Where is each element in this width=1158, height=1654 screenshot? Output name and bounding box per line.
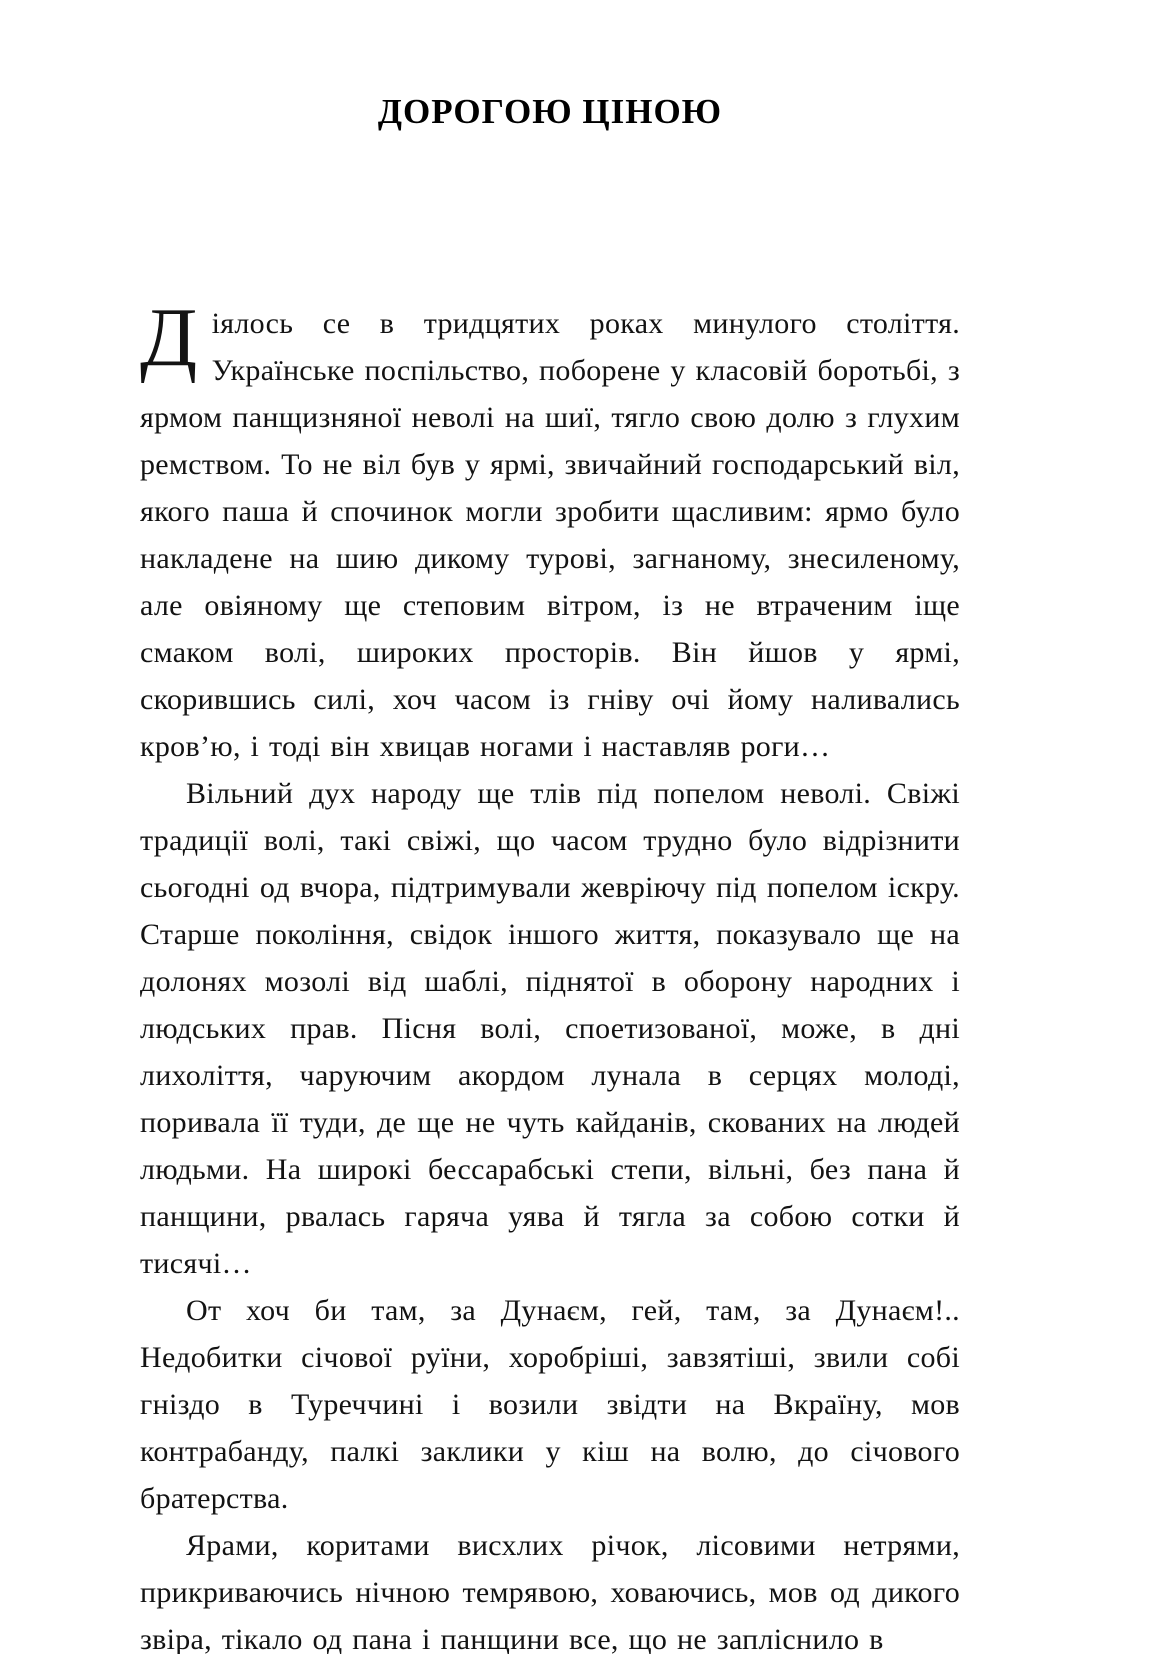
paragraph-1 bbox=[140, 291, 960, 770]
paragraph-4: Ярами, коритами висхлих річок, лісовими нетрями, прикриваючись нічною темрявою, ховаючись, мов од дикого звіра, тікало од пана і панщини все, що не запліснило в bbox=[140, 1529, 960, 1654]
page-body bbox=[140, 291, 960, 1654]
chapter-title: ДОРОГОЮ ЦІНОЮ bbox=[377, 92, 723, 131]
paragraph-1-text: іялось се в тридцятих роках минулого століття. Українське поспільство, поборене у класовій боротьбі, з ярмом панщизняної неволі на шиї, тягло свою долю з глухим ремством. То не віл був у ярмі, звичайний господарський віл, якого паша й спочинок могли зробити щасливим: ярмо було накладене на шию дикому турові, загнаному, знесиленому, але овіяному ще степовим вітром, із не втраченим іще смаком волі, широких просторів. Він йшов у ярмі, скорившись силі, хоч часом із гніву очі йому наливались кров’ю, і тоді він хвицав ногами і наставляв роги… bbox=[140, 307, 960, 763]
paragraph-2: Вільний дух народу ще тлів під попелом неволі. Свіжі традиції волі, такі свіжі, що часом трудно було відрізнити сьогодні од вчора, підтримували жевріючу під попелом іскру. Старше покоління, свідок іншого життя, показувало ще на долонях мозолі від шаблі, піднятої в оборону народних і людських прав. Пісня волі, споетизованої, може, в дні лихоліття, чаруючим акордом лунала в серцях молоді, поривала її туди, де ще не чуть кайданів, скованих на людей людьми. На широкі бессарабські степи, вільні, без пана й панщини, рвалась гаряча уява й тягла за собою сотки й тисячі… bbox=[140, 777, 960, 1280]
drop-cap: Д bbox=[140, 291, 198, 384]
paragraph-3: От хоч би там, за Дунаєм, гей, там, за Дунаєм!.. Недобитки січової руїни, хоробріші, завзятіші, звили собі гніздо в Туреччині і возили звідти на Вкраїну, мов контрабанду, палкі заклики у кіш на волю, до січового братерства. bbox=[140, 1294, 960, 1515]
